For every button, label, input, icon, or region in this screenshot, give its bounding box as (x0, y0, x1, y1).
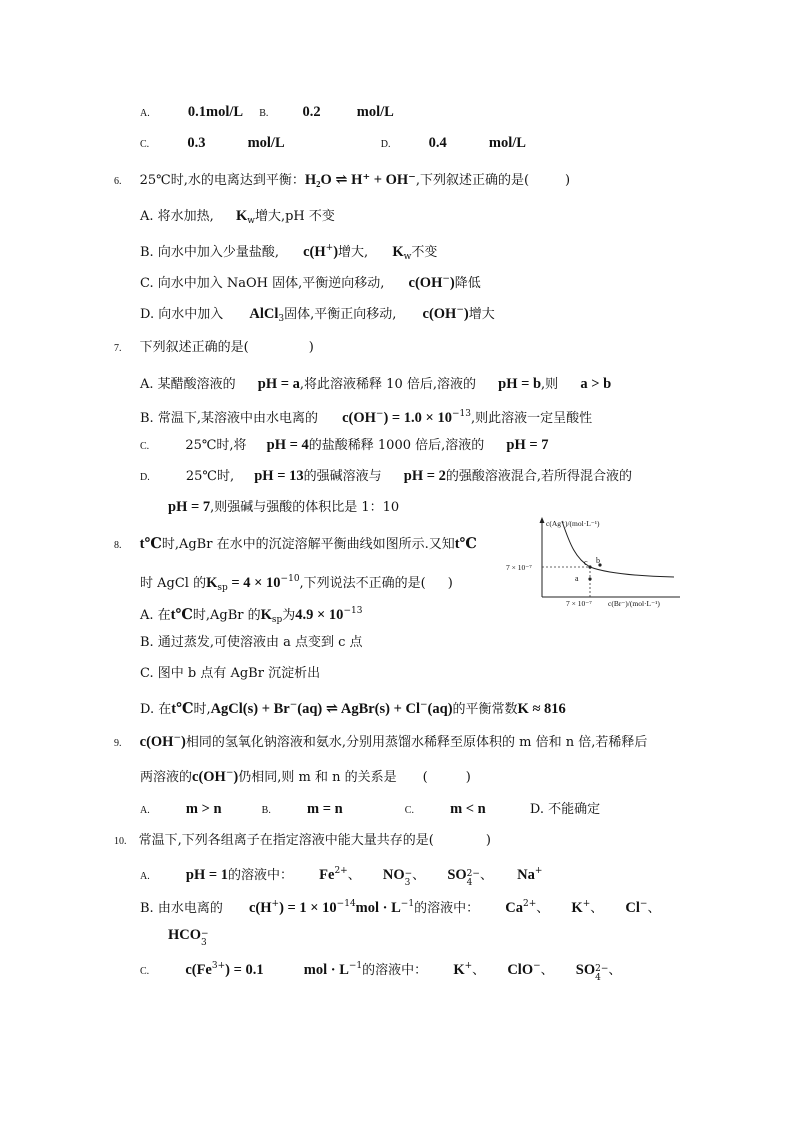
q8-option-a: A. 在t℃时,AgBr 的$K_{sp}$为$4.9 \times 10^{-13}$ (140, 606, 363, 625)
q7-stem: 7. 下列叙述正确的是( ) (114, 340, 314, 355)
q6-stem: 6. 25℃时,水的电离达到平衡：H₂O ⇌ H⁺ + OH⁻,下列叙述正确的是( ) (114, 172, 571, 188)
point-b-label: b (596, 556, 600, 565)
q8-stem-line1: 8. t℃时,AgBr 在水中的沉淀溶解平衡曲线如图所示.又知t℃ (114, 536, 477, 552)
q7-option-c: C. 25℃时,将 pH = 4的盐酸稀释 1000 倍后,溶液的 pH = 7 (140, 437, 549, 453)
point-c-label: c (584, 558, 588, 567)
y-tick-label: 7 × 10⁻⁷ (506, 563, 532, 572)
q8-stem-line2: 时 AgCl 的$K_{sp} = 4 \times 10^{-10}$,下列说法不正确的是( ) (140, 574, 453, 593)
q10-stem: 10. 常温下,下列各组离子在指定溶液中能大量共存的是( ) (114, 833, 491, 848)
q7-option-d: D. 25℃时, pH = 13的强碱溶液与 pH = 2的强酸溶液混合,若所得混合液的 (140, 468, 632, 484)
q5-option-a: A. 0.1mol/L B. 0.2 mol/L (140, 104, 394, 120)
q10-option-b: B. 由水电离的 $c(H^+) = 1 \times 10^{-14}mol \cdot L^{-1}$的溶液中： $Ca^{2+}$、 K+、 Cl−、 (140, 899, 661, 916)
q9-stem-line1: 9. c(OH−)相同的氢氧化钠溶液和氨水,分别用蒸馏水稀释至原体积的 m 倍和 n 倍,若稀释后 (114, 733, 648, 750)
y-axis-label: c(Ag⁺)/(mol·L⁻¹) (546, 519, 600, 528)
point-a-label: a (575, 574, 579, 583)
point-c (588, 565, 591, 568)
q8-option-d: D. 在t℃时,AgCl(s) + Br−(aq) ⇌ AgBr(s) + Cl−(aq)的平衡常数K ≈ 816 (140, 700, 566, 717)
solubility-curve (562, 521, 674, 577)
y-axis-arrow (540, 517, 545, 523)
x-tick-label: 7 × 10⁻⁷ (566, 599, 592, 608)
q6-option-d: D. 向水中加入 AlCl$_3$固体,平衡正向移动, c(OH−)增大 (140, 305, 495, 324)
q10-option-a: A. pH = 1的溶液中： $Fe^{2+}$、 NO− 3 、 SO2− 4 、 Na+ (140, 866, 543, 888)
q7-option-b: B. 常温下,某溶液中由水电离的 $c(OH^-) = 1.0 \times 10^{-13}$,则此溶液一定呈酸性 (140, 409, 593, 426)
q9-options: A. m > n B. m = n C. m < n D. 不能确定 (140, 801, 601, 817)
q9-stem-line2: 两溶液的c(OH−)仍相同,则 m 和 n 的关系是 ( ) (140, 768, 471, 785)
q10-option-b-cont: HCO− 3 (168, 927, 209, 948)
q7-option-a: A. 某醋酸溶液的 pH = a,将此溶液稀释 10 倍后,溶液的 pH = b,则 a > b (140, 376, 612, 392)
q5-option-c: C. 0.3 mol/L D. 0.4 mol/L (140, 135, 526, 151)
q8-option-c: C. 图中 b 点有 AgBr 沉淀析出 (140, 666, 321, 681)
x-axis-label: c(Br⁻)/(mol·L⁻¹) (608, 599, 660, 608)
q8-option-b: B. 通过蒸发,可使溶液由 a 点变到 c 点 (140, 635, 363, 650)
q6-option-b: B. 向水中加入少量盐酸, c(H+)增大, $K_w$不变 (140, 243, 438, 262)
agbr-solubility-figure (504, 515, 684, 613)
q6-option-c: C. 向水中加入 NaOH 固体,平衡逆向移动, c(OH−)降低 (140, 274, 481, 291)
q6-option-a: A. 将水加热, $K_w$增大,pH 不变 (140, 208, 335, 226)
q7-option-d-cont: pH = 7,则强碱与强酸的体积比是 1：10 (168, 499, 400, 515)
point-a (588, 577, 591, 580)
q10-option-c: C. $c(Fe^{3+}) = 0.1$ mol · $L^{-1}$的溶液中： K+、 ClO−、 SO2− 4 、 (140, 961, 622, 983)
